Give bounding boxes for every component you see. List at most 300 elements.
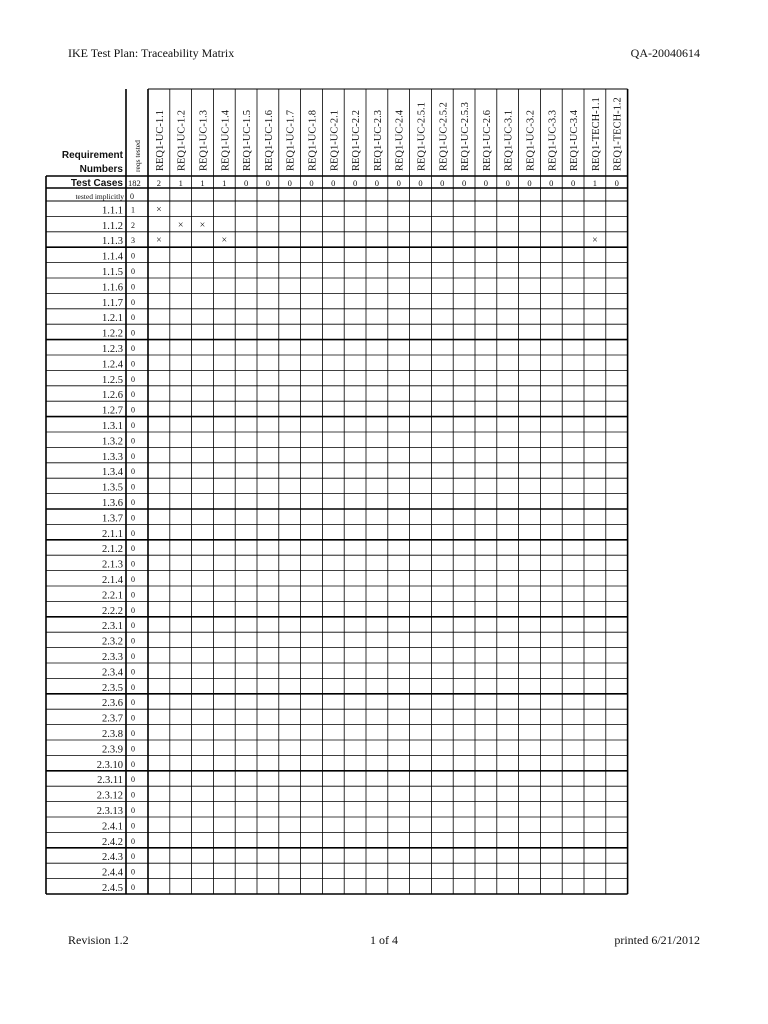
matrix-cell[interactable] — [192, 340, 214, 355]
matrix-cell[interactable] — [562, 447, 584, 462]
matrix-cell[interactable] — [170, 755, 192, 770]
matrix-cell[interactable] — [584, 817, 606, 832]
matrix-cell[interactable] — [388, 432, 410, 447]
matrix-cell[interactable] — [301, 447, 323, 462]
matrix-cell[interactable] — [540, 863, 562, 878]
matrix-cell[interactable] — [279, 232, 301, 247]
matrix-cell[interactable] — [344, 232, 366, 247]
matrix-cell[interactable] — [519, 524, 541, 539]
matrix-cell[interactable] — [213, 432, 235, 447]
matrix-cell[interactable] — [519, 432, 541, 447]
matrix-cell[interactable] — [366, 648, 388, 663]
matrix-cell[interactable] — [344, 324, 366, 339]
matrix-cell[interactable] — [431, 755, 453, 770]
matrix-cell[interactable] — [475, 370, 497, 385]
matrix-cell[interactable] — [519, 571, 541, 586]
matrix-cell[interactable] — [170, 355, 192, 370]
matrix-cell[interactable] — [584, 663, 606, 678]
matrix-cell[interactable] — [410, 494, 432, 509]
matrix-cell[interactable] — [497, 524, 519, 539]
matrix-cell[interactable] — [322, 848, 344, 863]
matrix-cell[interactable] — [540, 601, 562, 616]
matrix-cell[interactable] — [584, 417, 606, 432]
matrix-cell[interactable] — [606, 663, 628, 678]
matrix-cell[interactable] — [475, 771, 497, 786]
matrix-cell[interactable] — [584, 478, 606, 493]
matrix-cell[interactable] — [257, 755, 279, 770]
matrix-cell[interactable] — [410, 432, 432, 447]
matrix-cell[interactable] — [344, 632, 366, 647]
matrix-cell[interactable] — [301, 879, 323, 894]
matrix-cell[interactable] — [431, 247, 453, 262]
matrix-cell[interactable] — [453, 663, 475, 678]
matrix-cell[interactable] — [388, 386, 410, 401]
matrix-cell[interactable] — [322, 309, 344, 324]
matrix-cell[interactable] — [606, 278, 628, 293]
matrix-cell[interactable] — [301, 232, 323, 247]
matrix-cell[interactable] — [431, 432, 453, 447]
matrix-cell[interactable] — [192, 293, 214, 308]
matrix-cell[interactable] — [475, 417, 497, 432]
matrix-cell[interactable] — [606, 678, 628, 693]
matrix-cell[interactable] — [279, 201, 301, 216]
matrix-cell[interactable] — [301, 386, 323, 401]
matrix-cell[interactable] — [431, 678, 453, 693]
matrix-cell[interactable] — [344, 848, 366, 863]
matrix-cell[interactable] — [540, 709, 562, 724]
matrix-cell[interactable] — [344, 678, 366, 693]
matrix-cell[interactable] — [562, 432, 584, 447]
matrix-cell[interactable] — [453, 417, 475, 432]
matrix-cell[interactable] — [257, 786, 279, 801]
matrix-cell[interactable] — [170, 632, 192, 647]
matrix-cell[interactable] — [257, 201, 279, 216]
matrix-cell[interactable] — [562, 232, 584, 247]
matrix-cell[interactable] — [584, 879, 606, 894]
matrix-cell[interactable] — [453, 232, 475, 247]
matrix-cell[interactable] — [497, 309, 519, 324]
matrix-cell[interactable] — [148, 848, 170, 863]
matrix-cell[interactable] — [322, 571, 344, 586]
matrix-cell[interactable] — [279, 370, 301, 385]
matrix-cell[interactable] — [235, 786, 257, 801]
matrix-cell[interactable] — [431, 524, 453, 539]
matrix-cell[interactable] — [584, 370, 606, 385]
matrix-cell[interactable] — [170, 524, 192, 539]
matrix-cell[interactable] — [431, 663, 453, 678]
matrix-cell[interactable] — [148, 432, 170, 447]
matrix-cell[interactable] — [279, 725, 301, 740]
matrix-cell[interactable] — [344, 663, 366, 678]
matrix-cell[interactable] — [148, 832, 170, 847]
matrix-cell[interactable] — [366, 401, 388, 416]
matrix-cell[interactable] — [257, 524, 279, 539]
matrix-cell[interactable] — [606, 848, 628, 863]
matrix-cell[interactable] — [431, 278, 453, 293]
matrix-cell[interactable] — [606, 586, 628, 601]
matrix-cell[interactable] — [257, 601, 279, 616]
matrix-cell[interactable] — [192, 786, 214, 801]
matrix-cell[interactable] — [366, 216, 388, 231]
matrix-cell[interactable] — [192, 709, 214, 724]
matrix-cell[interactable] — [431, 309, 453, 324]
matrix-cell[interactable] — [606, 355, 628, 370]
matrix-cell[interactable] — [192, 309, 214, 324]
matrix-cell[interactable] — [431, 447, 453, 462]
matrix-cell[interactable] — [388, 617, 410, 632]
matrix-cell[interactable] — [257, 247, 279, 262]
matrix-cell[interactable] — [192, 432, 214, 447]
matrix-cell[interactable] — [453, 802, 475, 817]
matrix-cell[interactable] — [148, 324, 170, 339]
matrix-cell[interactable] — [301, 601, 323, 616]
matrix-cell[interactable] — [279, 863, 301, 878]
matrix-cell[interactable] — [475, 786, 497, 801]
matrix-cell[interactable] — [410, 355, 432, 370]
matrix-cell[interactable] — [279, 817, 301, 832]
matrix-cell[interactable] — [301, 401, 323, 416]
matrix-cell[interactable] — [584, 601, 606, 616]
matrix-cell[interactable] — [170, 725, 192, 740]
matrix-cell[interactable] — [301, 278, 323, 293]
matrix-cell[interactable] — [475, 879, 497, 894]
matrix-cell[interactable] — [519, 463, 541, 478]
matrix-cell[interactable] — [475, 601, 497, 616]
matrix-cell[interactable] — [410, 848, 432, 863]
matrix-cell[interactable] — [257, 324, 279, 339]
matrix-cell[interactable] — [562, 755, 584, 770]
matrix-cell[interactable] — [453, 401, 475, 416]
matrix-cell[interactable] — [366, 725, 388, 740]
matrix-cell[interactable] — [431, 879, 453, 894]
matrix-cell[interactable] — [431, 509, 453, 524]
matrix-cell[interactable] — [475, 293, 497, 308]
matrix-cell[interactable] — [584, 571, 606, 586]
matrix-cell[interactable] — [410, 740, 432, 755]
matrix-cell[interactable] — [366, 540, 388, 555]
matrix-cell[interactable] — [562, 540, 584, 555]
matrix-cell[interactable] — [584, 678, 606, 693]
matrix-cell[interactable] — [235, 848, 257, 863]
matrix-cell[interactable] — [192, 386, 214, 401]
matrix-cell[interactable] — [148, 555, 170, 570]
matrix-cell[interactable] — [344, 355, 366, 370]
matrix-cell[interactable] — [322, 555, 344, 570]
matrix-cell[interactable] — [344, 278, 366, 293]
matrix-cell[interactable] — [257, 263, 279, 278]
matrix-cell[interactable] — [431, 632, 453, 647]
matrix-cell[interactable] — [301, 432, 323, 447]
matrix-cell[interactable] — [453, 216, 475, 231]
matrix-cell[interactable] — [562, 340, 584, 355]
matrix-cell[interactable] — [192, 617, 214, 632]
matrix-cell[interactable] — [497, 802, 519, 817]
matrix-cell[interactable] — [606, 740, 628, 755]
matrix-cell[interactable] — [170, 678, 192, 693]
matrix-cell[interactable] — [562, 817, 584, 832]
matrix-cell[interactable] — [279, 494, 301, 509]
matrix-cell[interactable] — [279, 555, 301, 570]
matrix-cell[interactable] — [606, 509, 628, 524]
matrix-cell[interactable] — [344, 863, 366, 878]
matrix-cell[interactable] — [170, 694, 192, 709]
matrix-cell[interactable] — [584, 324, 606, 339]
matrix-cell[interactable] — [192, 848, 214, 863]
matrix-cell[interactable] — [519, 309, 541, 324]
matrix-cell[interactable] — [497, 447, 519, 462]
matrix-cell[interactable] — [235, 509, 257, 524]
matrix-cell[interactable] — [388, 771, 410, 786]
matrix-cell[interactable] — [388, 370, 410, 385]
matrix-cell[interactable] — [519, 293, 541, 308]
matrix-cell[interactable] — [257, 216, 279, 231]
matrix-cell[interactable] — [148, 494, 170, 509]
matrix-cell[interactable] — [192, 663, 214, 678]
matrix-cell[interactable] — [366, 478, 388, 493]
matrix-cell[interactable] — [410, 725, 432, 740]
matrix-cell[interactable] — [540, 771, 562, 786]
matrix-cell[interactable] — [148, 879, 170, 894]
matrix-cell[interactable] — [322, 278, 344, 293]
matrix-cell[interactable] — [388, 463, 410, 478]
matrix-cell[interactable] — [301, 802, 323, 817]
matrix-cell[interactable] — [235, 694, 257, 709]
matrix-cell[interactable] — [279, 632, 301, 647]
matrix-cell[interactable] — [213, 879, 235, 894]
matrix-cell[interactable] — [235, 463, 257, 478]
matrix-cell[interactable] — [148, 447, 170, 462]
matrix-cell[interactable] — [431, 201, 453, 216]
matrix-cell[interactable] — [540, 663, 562, 678]
matrix-cell[interactable] — [497, 571, 519, 586]
matrix-cell[interactable] — [279, 309, 301, 324]
matrix-cell[interactable] — [170, 401, 192, 416]
matrix-cell[interactable] — [388, 848, 410, 863]
matrix-cell[interactable] — [475, 324, 497, 339]
matrix-cell[interactable] — [235, 432, 257, 447]
matrix-cell[interactable] — [322, 802, 344, 817]
matrix-cell[interactable] — [388, 863, 410, 878]
matrix-cell[interactable] — [366, 509, 388, 524]
matrix-cell[interactable] — [279, 740, 301, 755]
matrix-cell[interactable] — [431, 478, 453, 493]
matrix-cell[interactable] — [584, 648, 606, 663]
matrix-cell[interactable] — [170, 232, 192, 247]
matrix-cell[interactable] — [562, 571, 584, 586]
matrix-cell[interactable] — [584, 524, 606, 539]
matrix-cell[interactable] — [279, 663, 301, 678]
matrix-cell[interactable] — [366, 817, 388, 832]
matrix-cell[interactable] — [366, 555, 388, 570]
matrix-cell[interactable] — [170, 509, 192, 524]
matrix-cell[interactable] — [213, 740, 235, 755]
matrix-cell[interactable] — [148, 601, 170, 616]
matrix-cell[interactable] — [606, 571, 628, 586]
matrix-cell[interactable] — [540, 293, 562, 308]
matrix-cell[interactable] — [410, 771, 432, 786]
matrix-cell[interactable] — [562, 370, 584, 385]
matrix-cell[interactable] — [366, 494, 388, 509]
matrix-cell[interactable] — [235, 879, 257, 894]
matrix-cell[interactable] — [235, 586, 257, 601]
matrix-cell[interactable] — [388, 355, 410, 370]
matrix-cell[interactable] — [170, 848, 192, 863]
matrix-cell[interactable] — [148, 247, 170, 262]
matrix-cell[interactable] — [192, 478, 214, 493]
matrix-cell[interactable] — [606, 370, 628, 385]
matrix-cell[interactable] — [606, 417, 628, 432]
matrix-cell[interactable] — [301, 309, 323, 324]
matrix-cell[interactable] — [301, 663, 323, 678]
matrix-cell[interactable] — [410, 648, 432, 663]
matrix-cell[interactable] — [431, 370, 453, 385]
matrix-cell[interactable] — [519, 355, 541, 370]
matrix-cell[interactable] — [388, 740, 410, 755]
matrix-cell[interactable] — [235, 832, 257, 847]
matrix-cell[interactable] — [410, 293, 432, 308]
matrix-cell[interactable] — [322, 386, 344, 401]
matrix-cell[interactable] — [519, 232, 541, 247]
matrix-cell[interactable] — [257, 771, 279, 786]
matrix-cell[interactable] — [213, 232, 235, 247]
matrix-cell[interactable] — [519, 663, 541, 678]
matrix-cell[interactable] — [540, 571, 562, 586]
matrix-cell[interactable] — [148, 340, 170, 355]
matrix-cell[interactable] — [213, 786, 235, 801]
matrix-cell[interactable] — [431, 386, 453, 401]
matrix-cell[interactable] — [410, 370, 432, 385]
matrix-cell[interactable] — [562, 617, 584, 632]
matrix-cell[interactable] — [410, 540, 432, 555]
matrix-cell[interactable] — [519, 447, 541, 462]
matrix-cell[interactable] — [453, 278, 475, 293]
matrix-cell[interactable] — [148, 278, 170, 293]
matrix-cell[interactable] — [235, 417, 257, 432]
matrix-cell[interactable] — [410, 663, 432, 678]
matrix-cell[interactable] — [213, 278, 235, 293]
matrix-cell[interactable] — [366, 201, 388, 216]
matrix-cell[interactable] — [192, 571, 214, 586]
matrix-cell[interactable] — [366, 447, 388, 462]
matrix-cell[interactable] — [453, 524, 475, 539]
matrix-cell[interactable] — [257, 401, 279, 416]
matrix-cell[interactable] — [301, 293, 323, 308]
matrix-cell[interactable] — [301, 817, 323, 832]
matrix-cell[interactable] — [388, 447, 410, 462]
matrix-cell[interactable] — [410, 247, 432, 262]
matrix-cell[interactable] — [453, 832, 475, 847]
matrix-cell[interactable] — [322, 832, 344, 847]
matrix-cell[interactable] — [497, 494, 519, 509]
matrix-cell[interactable] — [431, 494, 453, 509]
matrix-cell[interactable] — [235, 524, 257, 539]
matrix-cell[interactable] — [192, 555, 214, 570]
matrix-cell[interactable] — [431, 648, 453, 663]
matrix-cell[interactable] — [475, 678, 497, 693]
matrix-cell[interactable] — [235, 293, 257, 308]
matrix-cell[interactable] — [475, 340, 497, 355]
matrix-cell[interactable] — [519, 340, 541, 355]
matrix-cell[interactable] — [388, 417, 410, 432]
matrix-cell[interactable] — [388, 278, 410, 293]
matrix-cell[interactable] — [410, 632, 432, 647]
matrix-cell[interactable] — [235, 632, 257, 647]
matrix-cell[interactable] — [562, 879, 584, 894]
matrix-cell[interactable] — [410, 755, 432, 770]
matrix-cell[interactable] — [453, 478, 475, 493]
matrix-cell[interactable] — [148, 386, 170, 401]
matrix-cell[interactable] — [497, 340, 519, 355]
matrix-cell[interactable] — [279, 355, 301, 370]
matrix-cell[interactable] — [497, 247, 519, 262]
matrix-cell[interactable] — [606, 401, 628, 416]
matrix-cell[interactable] — [475, 432, 497, 447]
matrix-cell[interactable] — [213, 247, 235, 262]
matrix-cell[interactable] — [540, 494, 562, 509]
matrix-cell[interactable] — [257, 663, 279, 678]
matrix-cell[interactable] — [213, 725, 235, 740]
matrix-cell[interactable] — [497, 786, 519, 801]
matrix-cell[interactable] — [606, 879, 628, 894]
matrix-cell[interactable] — [475, 709, 497, 724]
matrix-cell[interactable] — [431, 555, 453, 570]
matrix-cell[interactable] — [562, 355, 584, 370]
matrix-cell[interactable] — [410, 786, 432, 801]
matrix-cell[interactable] — [257, 802, 279, 817]
matrix-cell[interactable] — [584, 540, 606, 555]
matrix-cell[interactable] — [366, 263, 388, 278]
matrix-cell[interactable] — [235, 447, 257, 462]
matrix-cell[interactable] — [453, 740, 475, 755]
matrix-cell[interactable] — [322, 417, 344, 432]
matrix-cell[interactable] — [410, 678, 432, 693]
matrix-cell[interactable] — [148, 478, 170, 493]
matrix-cell[interactable] — [410, 709, 432, 724]
matrix-cell[interactable] — [235, 386, 257, 401]
matrix-cell[interactable] — [431, 232, 453, 247]
matrix-cell[interactable] — [606, 247, 628, 262]
matrix-cell[interactable] — [148, 524, 170, 539]
matrix-cell[interactable] — [192, 694, 214, 709]
matrix-cell[interactable] — [213, 586, 235, 601]
matrix-cell[interactable] — [257, 879, 279, 894]
matrix-cell[interactable] — [540, 278, 562, 293]
matrix-cell[interactable] — [562, 247, 584, 262]
matrix-cell[interactable] — [540, 617, 562, 632]
matrix-cell[interactable] — [366, 879, 388, 894]
matrix-cell[interactable] — [192, 740, 214, 755]
matrix-cell[interactable] — [213, 324, 235, 339]
matrix-cell[interactable] — [257, 447, 279, 462]
matrix-cell[interactable] — [322, 648, 344, 663]
matrix-cell[interactable] — [431, 694, 453, 709]
matrix-cell[interactable] — [540, 802, 562, 817]
matrix-cell[interactable] — [453, 678, 475, 693]
matrix-cell[interactable] — [213, 478, 235, 493]
matrix-cell[interactable] — [366, 370, 388, 385]
matrix-cell[interactable] — [213, 663, 235, 678]
matrix-cell[interactable] — [148, 632, 170, 647]
matrix-cell[interactable] — [562, 201, 584, 216]
matrix-cell[interactable] — [192, 601, 214, 616]
matrix-cell[interactable] — [497, 663, 519, 678]
matrix-cell[interactable] — [344, 555, 366, 570]
matrix-cell[interactable] — [366, 863, 388, 878]
matrix-cell[interactable] — [192, 463, 214, 478]
matrix-cell[interactable] — [192, 324, 214, 339]
matrix-cell[interactable] — [431, 586, 453, 601]
matrix-cell[interactable] — [497, 509, 519, 524]
